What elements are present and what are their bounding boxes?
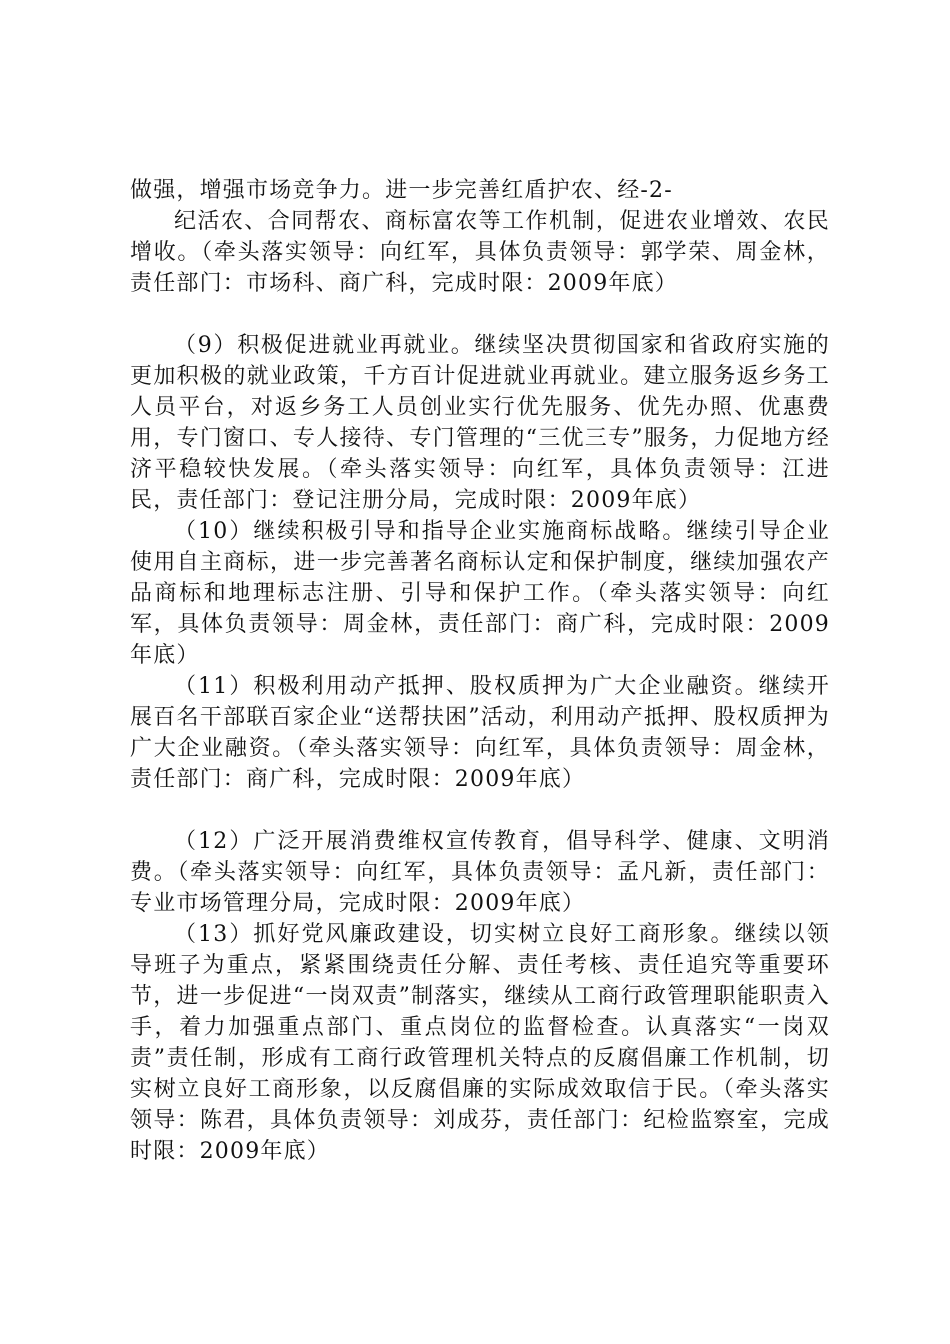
paragraph-gap [130,299,830,330]
paragraph-gap [130,795,830,826]
paragraph-item-11: （11）积极利用动产抵押、股权质押为广大企业融资。继续开展百名干部联百家企业“送帮扶困”活动，利用动产抵押、股权质押为广大企业融资。（牵头落实领导：向红军，具体负责领导：周金林，责任部门：商广科，完成时限：2009年底） [130,674,830,792]
paragraph-agriculture: 纪活农、合同帮农、商标富农等工作机制，促进农业增效、农民增收。（牵头落实领导：向红军，具体负责领导：郭学荣、周金林，责任部门：市场科、商广科，完成时限：2009年底） [130,209,830,296]
paragraph-item-12: （12）广泛开展消费维权宣传教育，倡导科学、健康、文明消费。（牵头落实领导：向红军，具体负责领导：孟凡新，责任部门：专业市场管理分局，完成时限：2009年底） [130,829,830,916]
document-body [130,175,830,1167]
paragraph-item-9: （9）积极促进就业再就业。继续坚决贯彻国家和省政府实施的更加积极的就业政策，千方百计促进就业再就业。建立服务返乡务工人员平台，对返乡务工人员创业实行优先服务、优先办照、优惠费用，专门窗口、专人接待、专门管理的“三优三专”服务，力促地方经济平稳较快发展。（牵头落实领导：向红军，具体负责领导：江进民，责任部门：登记注册分局，完成时限：2009年底） [130,333,830,513]
paragraph-item-13: （13）抓好党风廉政建设，切实树立良好工商形象。继续以领导班子为重点，紧紧围绕责任分解、责任考核、责任追究等重要环节，进一步促进“一岗双责”制落实，继续从工商行政管理职能职责入手，着力加强重点部门、重点岗位的监督检查。认真落实“一岗双责”责任制，形成有工商行政管理机关特点的反腐倡廉工作机制，切实树立良好工商形象，以反腐倡廉的实际成效取信于民。（牵头落实领导：陈君，具体负责领导：刘成芬，责任部门：纪检监察室，完成时限：2009年底） [130,922,830,1164]
paragraph-continuation: 做强，增强市场竞争力。进一步完善红盾护农、经-2- [130,178,673,203]
paragraph-item-10: （10）继续积极引导和指导企业实施商标战略。继续引导企业使用自主商标，进一步完善著名商标认定和保护制度，继续加强农产品商标和地理标志注册、引导和保护工作。（牵头落实领导：向红军，具体负责领导：周金林，责任部门：商广科，完成时限：2009年底） [130,519,830,668]
